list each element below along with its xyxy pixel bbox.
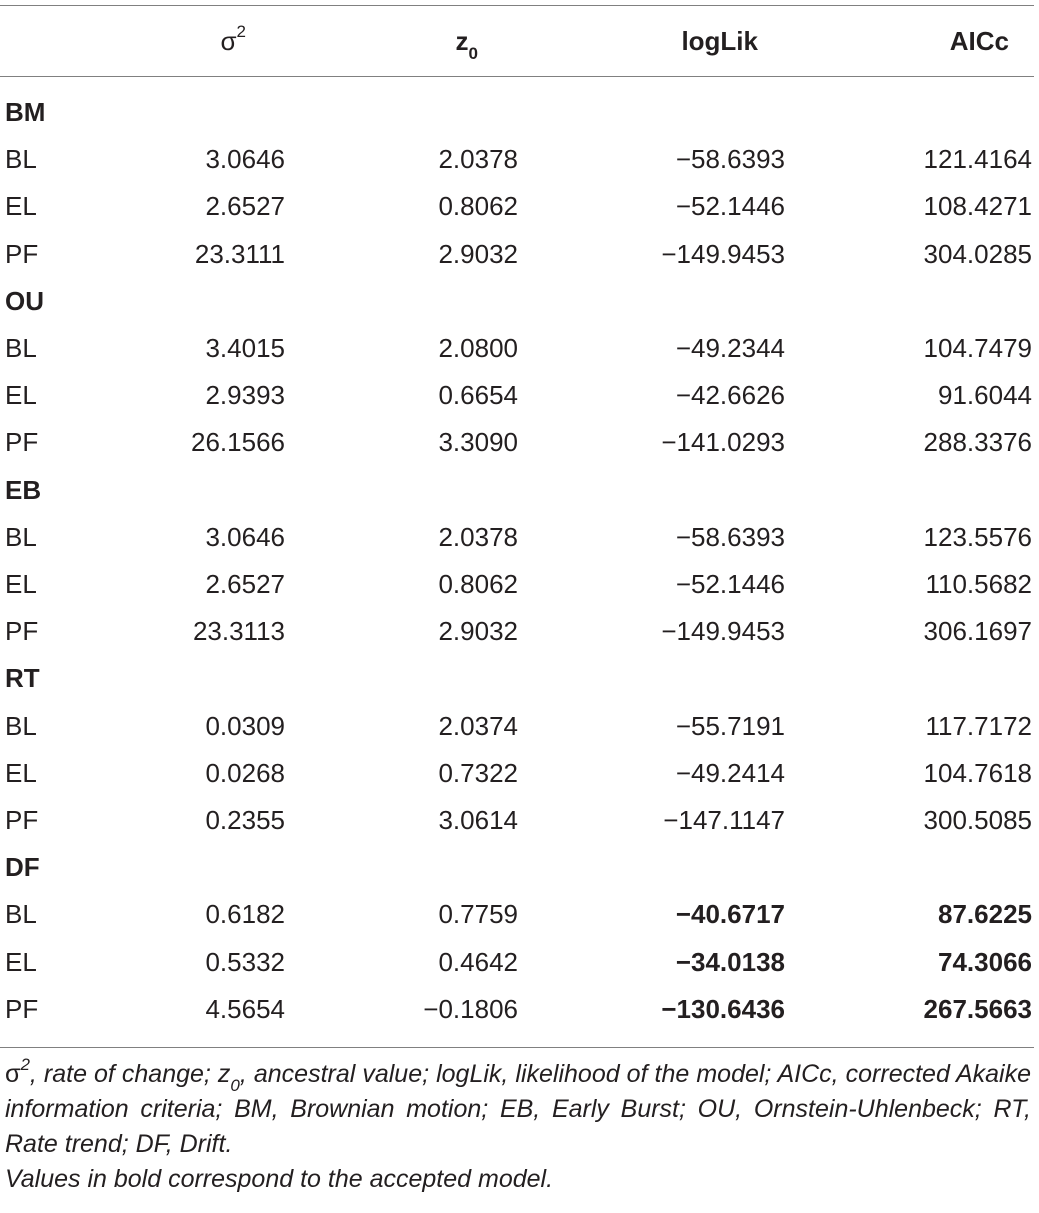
row-name: EL: [5, 569, 37, 599]
cell-aicc: 117.7172: [925, 710, 1032, 741]
table-row: [0, 514, 1039, 561]
cell-aicc: 267.5663: [923, 993, 1032, 1024]
cell-aicc: 123.5576: [923, 521, 1032, 552]
footnote-bold-note: Values in bold correspond to the accepted model.: [5, 1165, 554, 1193]
cell-z0: 0.6654: [438, 380, 518, 411]
cell-z0: 2.0800: [438, 333, 518, 363]
row-name: BL: [5, 333, 37, 363]
row-name: EL: [5, 757, 37, 788]
cell-z0: 3.3090: [438, 427, 518, 458]
table-row: [0, 136, 1039, 183]
row-name: BL: [5, 710, 37, 741]
cell-aicc: 304.0285: [923, 238, 1032, 269]
cell-sigma2: 0.0268: [205, 757, 285, 788]
cell-sigma2: 23.3111: [194, 238, 285, 269]
cell-aicc: 74.3066: [938, 946, 1032, 977]
cell-loglik: −141.0293: [661, 427, 785, 458]
table-row: [0, 372, 1039, 419]
cell-sigma2: 23.3113: [192, 616, 285, 647]
row-name: PF: [5, 993, 39, 1024]
row-name: BL: [5, 144, 37, 175]
table-row: [0, 231, 1039, 278]
cell-z0: 2.9032: [438, 238, 518, 269]
cell-loglik: −147.1147: [663, 805, 785, 835]
cell-sigma2: 3.0646: [205, 521, 285, 552]
cell-aicc: 91.6044: [938, 380, 1032, 411]
group-row-0: [0, 89, 1039, 136]
cell-sigma2: 2.6527: [205, 569, 285, 599]
row-name: PF: [5, 238, 39, 269]
cell-sigma2: 2.9393: [205, 380, 285, 411]
cell-sigma2: 26.1566: [191, 427, 285, 458]
table-row: [0, 986, 1039, 1033]
table-footnote: [5, 1054, 1032, 1197]
cell-z0: 3.0614: [438, 805, 518, 835]
cell-sigma2: 0.0309: [205, 710, 285, 741]
cell-aicc: 110.5682: [925, 569, 1032, 599]
cell-aicc: 300.5085: [923, 805, 1032, 835]
cell-loglik: −130.6436: [661, 993, 785, 1024]
cell-loglik: −49.2414: [675, 757, 785, 788]
table-row: [0, 608, 1039, 655]
group-label: RT: [5, 663, 40, 694]
cell-loglik: −58.6393: [675, 521, 785, 552]
cell-sigma2: 0.6182: [205, 899, 285, 930]
row-name: EL: [5, 380, 37, 411]
group-row-1: [0, 278, 1039, 325]
table-row: [0, 939, 1039, 986]
cell-loglik: −34.0138: [675, 946, 785, 977]
table-row: [0, 703, 1039, 750]
cell-loglik: −149.9453: [661, 616, 785, 647]
header-z0: $z_0$: [455, 26, 478, 64]
row-name: BL: [5, 899, 37, 930]
group-row-4: [0, 844, 1039, 891]
cell-sigma2: 3.4015: [205, 333, 285, 363]
cell-z0: 0.7759: [438, 899, 518, 930]
table-row: [0, 325, 1039, 372]
cell-z0: −0.1806: [423, 993, 518, 1024]
row-name: PF: [5, 427, 39, 458]
cell-aicc: 108.4271: [923, 191, 1032, 222]
row-name: PF: [5, 616, 39, 647]
cell-aicc: 104.7479: [923, 333, 1032, 363]
cell-aicc: 104.7618: [923, 757, 1032, 788]
table-row: [0, 561, 1039, 608]
row-name: PF: [5, 805, 39, 835]
cell-loglik: −58.6393: [675, 144, 785, 175]
header-aicc: AICc: [949, 26, 1009, 56]
cell-sigma2: 3.0646: [205, 144, 285, 175]
table-row: [0, 891, 1039, 938]
row-name: BL: [5, 521, 37, 552]
cell-z0: 2.0378: [438, 521, 518, 552]
group-label: DF: [5, 852, 40, 883]
cell-loglik: −149.9453: [661, 238, 785, 269]
row-name: EL: [5, 191, 37, 222]
cell-loglik: −40.6717: [675, 899, 785, 930]
cell-aicc: 87.6225: [938, 899, 1032, 930]
group-label: EB: [5, 474, 42, 505]
cell-aicc: 121.4164: [923, 144, 1032, 175]
cell-z0: 0.7322: [438, 757, 518, 788]
table-row: [0, 797, 1039, 844]
cell-loglik: −55.7191: [675, 710, 785, 741]
cell-loglik: −52.1446: [675, 569, 785, 599]
cell-aicc: 288.3376: [923, 427, 1032, 458]
group-label: BM: [5, 97, 46, 127]
table-bottom-rule: [0, 1047, 1034, 1048]
cell-z0: 2.0374: [438, 710, 518, 741]
table-row: [0, 183, 1039, 230]
cell-sigma2: 0.2355: [205, 805, 285, 835]
table-header-row: [0, 18, 1039, 65]
cell-z0: 2.9032: [438, 616, 518, 647]
cell-sigma2: 0.5332: [205, 946, 285, 977]
group-label: OU: [5, 285, 44, 316]
header-loglik: logLik: [681, 26, 758, 56]
cell-z0: 2.0378: [438, 144, 518, 175]
header-sigma2: $\sigma^2$: [220, 22, 246, 56]
cell-z0: 0.8062: [438, 569, 518, 599]
cell-sigma2: 4.5654: [205, 993, 285, 1024]
cell-z0: 0.4642: [438, 946, 518, 977]
table-header-rule: [0, 76, 1034, 77]
table-row: [0, 419, 1039, 466]
footnote-abbreviations: $\sigma^2$, rate of change; $z_0$, ancestral value; logLik, likelihood of the model; AICc, corrected Akaike information criteria; BM, Brownian motion; EB, Early Burst; OU, Ornstein-Uhlenbeck; RT, Rate trend; DF, Drift.: [5, 1054, 1032, 1158]
cell-loglik: −42.6626: [675, 380, 785, 411]
cell-aicc: 306.1697: [923, 616, 1032, 647]
table-top-rule: [0, 5, 1034, 6]
cell-loglik: −52.1446: [675, 191, 785, 222]
cell-z0: 0.8062: [438, 191, 518, 222]
group-row-3: [0, 655, 1039, 702]
group-row-2: [0, 467, 1039, 514]
cell-loglik: −49.2344: [675, 333, 785, 363]
cell-sigma2: 2.6527: [205, 191, 285, 222]
table-row: [0, 750, 1039, 797]
row-name: EL: [5, 946, 37, 977]
